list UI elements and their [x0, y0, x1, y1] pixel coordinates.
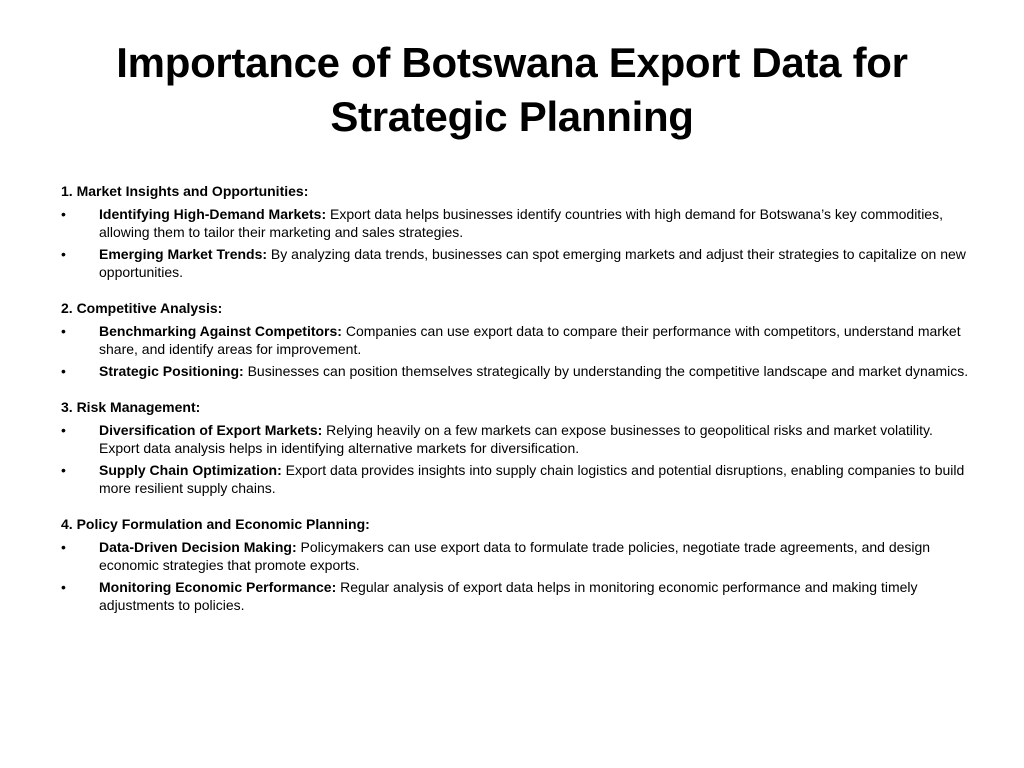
slide-title: Importance of Botswana Export Data for Strategic Planning	[116, 39, 908, 140]
section-heading: 4. Policy Formulation and Economic Planning:	[61, 516, 370, 532]
bullet-text: Relying heavily on a few markets can expose businesses to geopolitical risks and market volatility. Export data analysis helps in identifying alternative markets for diversification.	[99, 422, 933, 456]
bullet-term: Supply Chain Optimization:	[99, 462, 282, 478]
bullet-text: Export data provides insights into supply chain logistics and potential disruptions, enabling companies to build more resilient supply chains.	[99, 462, 965, 496]
bullet-item	[61, 362, 971, 380]
section-heading: 2. Competitive Analysis:	[61, 300, 223, 316]
section-market-insights	[61, 182, 971, 281]
bullet-term: Benchmarking Against Competitors:	[99, 323, 342, 339]
bullet-item	[61, 461, 971, 497]
bullet-icon: •	[61, 246, 66, 262]
bullet-term: Data-Driven Decision Making:	[99, 539, 297, 555]
bullet-icon: •	[61, 323, 66, 339]
slide-body	[61, 182, 971, 632]
bullet-icon: •	[61, 462, 66, 478]
bullet-term: Diversification of Export Markets:	[99, 422, 323, 438]
section-heading: 3. Risk Management:	[61, 399, 201, 415]
bullet-icon: •	[61, 206, 66, 222]
section-risk-management	[61, 398, 971, 497]
bullet-item	[61, 205, 971, 241]
bullet-text: Policymakers can use export data to formulate trade policies, negotiate trade agreements, and design economic strategies that promote exports.	[99, 539, 931, 573]
bullet-text: Businesses can position themselves strategically by understanding the competitive landscape and market dynamics.	[243, 363, 969, 379]
bullet-item	[61, 538, 971, 574]
bullet-term: Identifying High-Demand Markets:	[99, 206, 327, 222]
bullet-text: Export data helps businesses identify countries with high demand for Botswana’s key commodities, allowing them to tailor their marketing and sales strategies.	[99, 206, 943, 240]
bullet-icon: •	[61, 422, 66, 438]
bullet-icon: •	[61, 363, 66, 379]
section-competitive-analysis	[61, 299, 971, 380]
bullet-item	[61, 322, 971, 358]
bullet-item	[61, 421, 971, 457]
bullet-text: Companies can use export data to compare their performance with competitors, understand market share, and identify areas for improvement.	[99, 323, 961, 357]
bullet-text: Regular analysis of export data helps in monitoring economic performance and making timely adjustments to policies.	[99, 579, 918, 613]
bullet-term: Monitoring Economic Performance:	[99, 579, 337, 595]
bullet-text: By analyzing data trends, businesses can spot emerging markets and adjust their strategies to capitalize on new opportunities.	[99, 246, 966, 280]
bullet-term: Emerging Market Trends:	[99, 246, 268, 262]
section-heading: 1. Market Insights and Opportunities:	[61, 183, 309, 199]
section-policy-planning	[61, 515, 971, 614]
bullet-icon: •	[61, 579, 66, 595]
bullet-item	[61, 578, 971, 614]
bullet-item	[61, 245, 971, 281]
bullet-icon: •	[61, 539, 66, 555]
bullet-term: Strategic Positioning:	[99, 363, 244, 379]
